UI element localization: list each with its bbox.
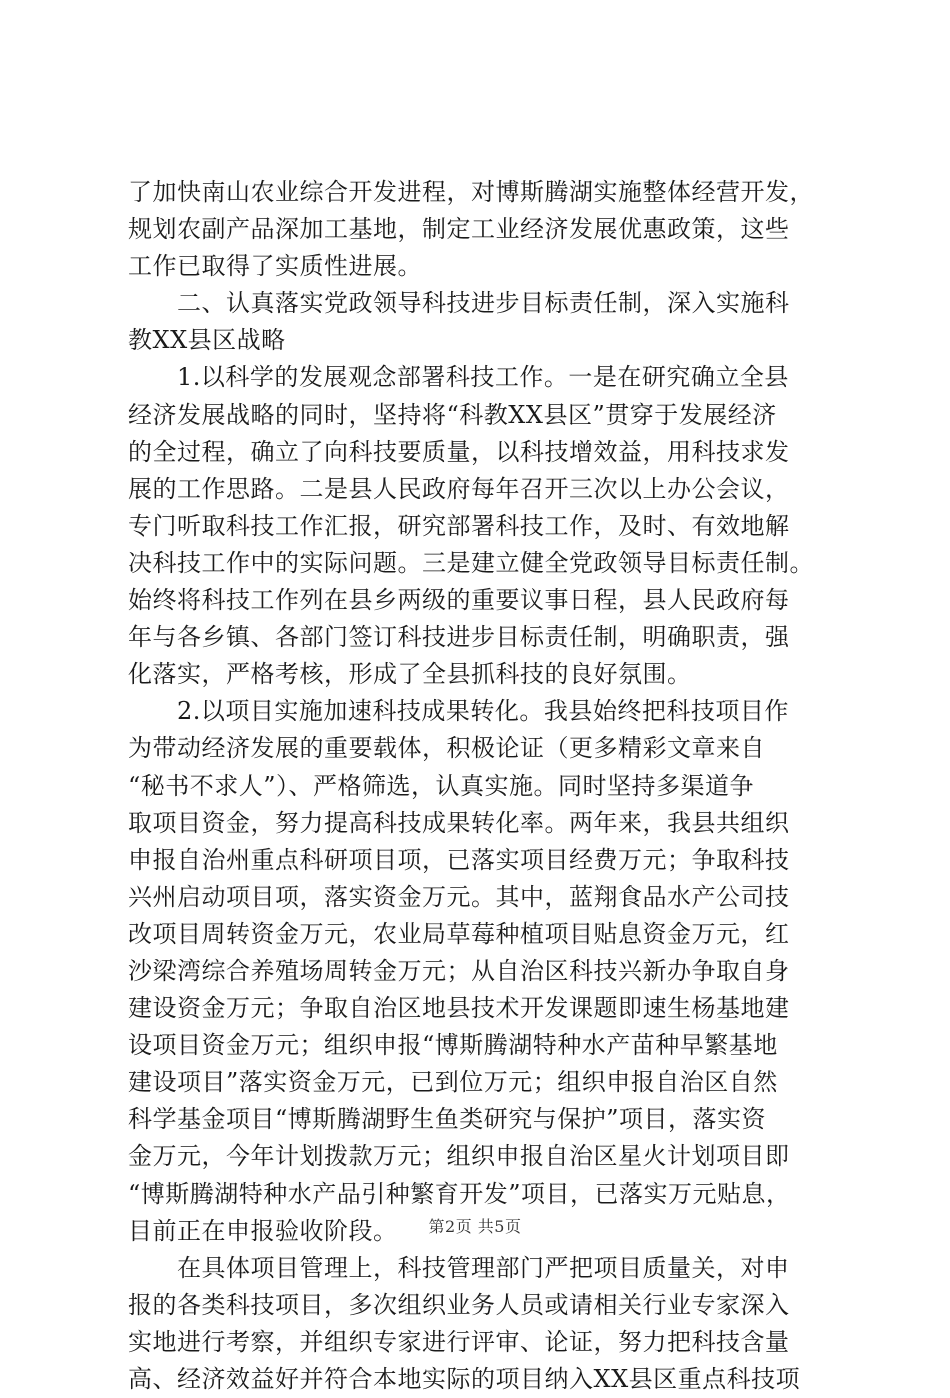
text-line: 始终将科技工作列在县乡两级的重要议事日程，县人民政府每 <box>128 586 790 615</box>
text-line: 沙梁湾综合养殖场周转金万元；从自治区科技兴新办争取自身 <box>128 956 790 985</box>
text-line: 经济发展战略的同时，坚持将“科教XX县区”贯穿于发展经济 <box>128 400 777 429</box>
text-line: “秘书不求人”）、严格筛选，认真实施。同时坚持多渠道争 <box>128 771 755 800</box>
text-line: 目前正在申报验收阶段。 <box>128 1216 398 1245</box>
text-line: 科学基金项目“博斯腾湖野生鱼类研究与保护”项目，落实资 <box>128 1105 767 1134</box>
text-line: 高、经济效益好并符合本地实际的项目纳入XX县区重点科技项 <box>128 1365 801 1393</box>
text-line: 金万元，今年计划拨款万元；组织申报自治区星火计划项目即 <box>128 1142 790 1171</box>
text-line: 的全过程，确立了向科技要质量，以科技增效益，用科技求发 <box>128 437 790 466</box>
text-line: 申报自治州重点科研项目项，已落实项目经费万元；争取科技 <box>128 845 790 874</box>
text-line: 专门听取科技工作汇报，研究部署科技工作，及时、有效地解 <box>128 511 790 540</box>
text-line: 建设资金万元；争取自治区地县技术开发课题即速生杨基地建 <box>128 994 790 1023</box>
text-line: 化落实，严格考核，形成了全县抓科技的良好氛围。 <box>128 660 692 689</box>
text-line: 为带动经济发展的重要载体，积极论证（更多精彩文章来自 <box>128 734 765 763</box>
text-line: 二、认真落实党政领导科技进步目标责任制，深入实施科 <box>128 289 790 318</box>
text-line: 报的各类科技项目，多次组织业务人员或请相关行业专家深入 <box>128 1290 790 1319</box>
text-line: 1.以科学的发展观念部署科技工作。一是在研究确立全县 <box>128 363 789 392</box>
text-line: 展的工作思路。二是县人民政府每年召开三次以上办公会议， <box>128 474 790 503</box>
text-line: 2.以项目实施加速科技成果转化。我县始终把科技项目作 <box>128 697 789 726</box>
text-line: 取项目资金，努力提高科技成果转化率。两年来，我县共组织 <box>128 808 790 837</box>
text-line: 实地进行考察，并组织专家进行评审、论证，努力把科技含量 <box>128 1327 790 1356</box>
text-line: “博斯腾湖特种水产品引种繁育开发”项目，已落实万元贴息， <box>128 1179 791 1208</box>
text-line: 教XX县区战略 <box>128 326 286 355</box>
text-line: 年与各乡镇、各部门签订科技进步目标责任制，明确职责，强 <box>128 623 790 652</box>
text-line: 规划农副产品深加工基地，制定工业经济发展优惠政策，这些 <box>128 215 790 244</box>
text-line: 决科技工作中的实际问题。三是建立健全党政领导目标责任制。 <box>128 548 814 577</box>
text-line: 在具体项目管理上，科技管理部门严把项目质量关，对申 <box>128 1253 790 1282</box>
text-line: 了加快南山农业综合开发进程，对博斯腾湖实施整体经营开发， <box>128 178 814 206</box>
text-line: 工作已取得了实质性进展。 <box>128 252 422 281</box>
text-line: 建设项目”落实资金万元，已到位万元；组织申报自治区自然 <box>128 1068 778 1097</box>
page-number: 第2页 共5页 <box>428 1217 522 1236</box>
text-line: 兴州启动项目项，落实资金万元。其中，蓝翔食品水产公司技 <box>128 882 790 911</box>
text-line: 改项目周转资金万元，农业局草莓种植项目贴息资金万元，红 <box>128 919 790 948</box>
text-line: 设项目资金万元；组织申报“博斯腾湖特种水产苗种早繁基地 <box>128 1031 778 1060</box>
